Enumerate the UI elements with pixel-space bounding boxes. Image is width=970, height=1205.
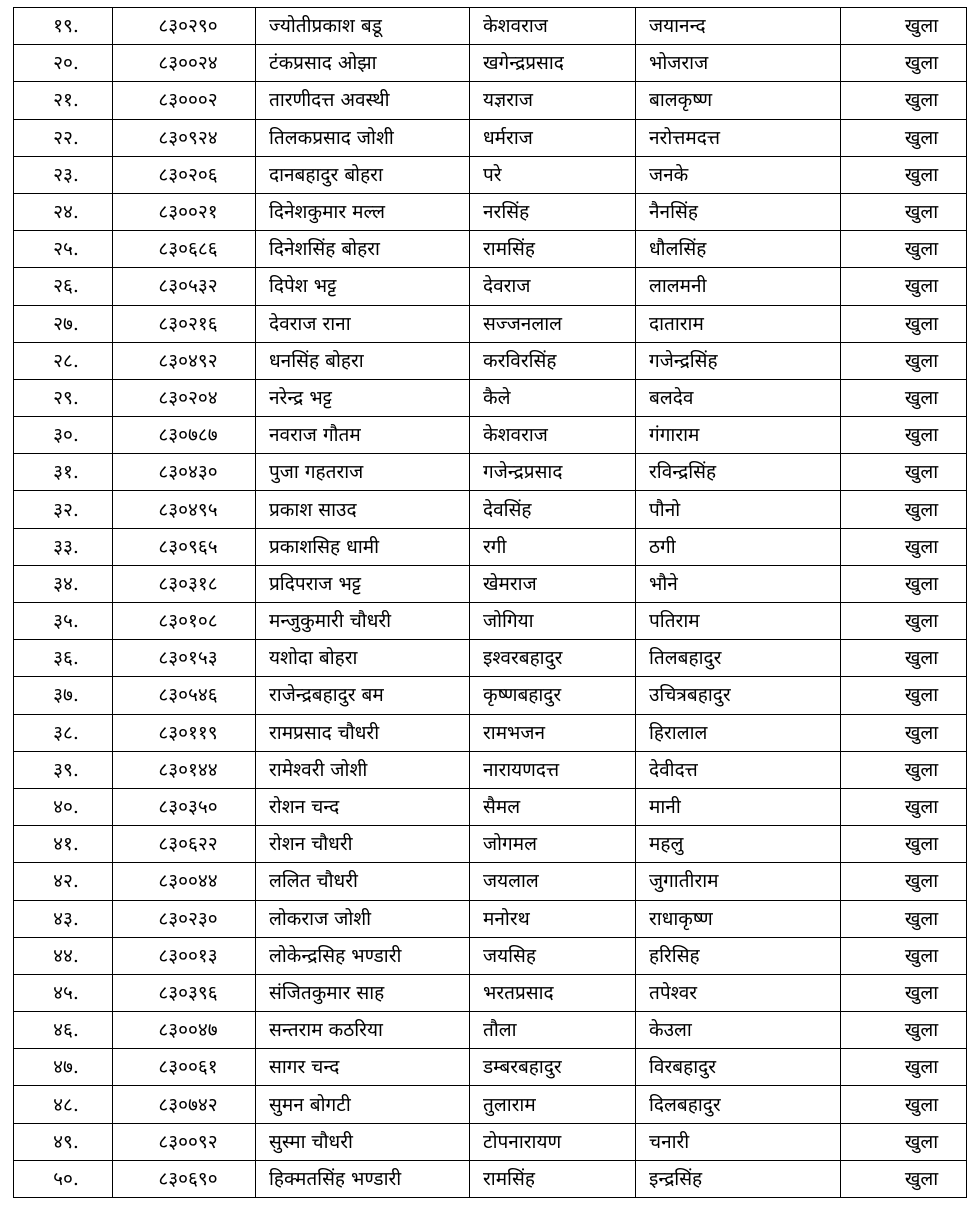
roll-number-cell: ८३०१०८ — [113, 603, 256, 640]
grandfather-name-cell: गंगाराम — [636, 417, 841, 454]
serial-number-cell: ४९. — [14, 1123, 113, 1160]
roll-number-cell: ८३०२३० — [113, 900, 256, 937]
table-row — [14, 640, 967, 677]
table-row — [14, 677, 967, 714]
father-name-cell: नारायणदत्त — [470, 751, 636, 788]
candidate-name-cell: नरेन्द्र भट्ट — [256, 379, 470, 416]
grandfather-name-cell: जयानन्द — [636, 8, 841, 45]
serial-number-cell: ४७. — [14, 1049, 113, 1086]
father-name-cell: कृष्णबहादुर — [470, 677, 636, 714]
candidate-name-cell: तारणीदत्त अवस्थी — [256, 82, 470, 119]
roll-number-cell: ८३०२९० — [113, 8, 256, 45]
table-row — [14, 1123, 967, 1160]
roll-number-cell: ८३०४३० — [113, 454, 256, 491]
father-name-cell: खगेन्द्रप्रसाद — [470, 45, 636, 82]
category-cell: खुला — [841, 1049, 967, 1086]
category-cell: खुला — [841, 1012, 967, 1049]
candidate-name-cell: लोकराज जोशी — [256, 900, 470, 937]
serial-number-cell: २७. — [14, 305, 113, 342]
table-row — [14, 193, 967, 230]
candidate-name-cell: राजेन्द्रबहादुर बम — [256, 677, 470, 714]
table-row — [14, 417, 967, 454]
category-cell: खुला — [841, 565, 967, 602]
category-cell: खुला — [841, 491, 967, 528]
category-cell: खुला — [841, 45, 967, 82]
grandfather-name-cell: नरोत्तमदत्त — [636, 119, 841, 156]
table-row — [14, 565, 967, 602]
table-row — [14, 603, 967, 640]
father-name-cell: इश्वरबहादुर — [470, 640, 636, 677]
category-cell: खुला — [841, 714, 967, 751]
father-name-cell: भरतप्रसाद — [470, 974, 636, 1011]
candidate-name-cell: पुजा गहतराज — [256, 454, 470, 491]
candidate-name-cell: संजितकुमार साह — [256, 974, 470, 1011]
roll-number-cell: ८३००१३ — [113, 937, 256, 974]
roll-number-cell: ८३०३१८ — [113, 565, 256, 602]
roll-number-cell: ८३०७४२ — [113, 1086, 256, 1123]
results-table-body — [14, 8, 967, 1198]
candidate-name-cell: हिक्मतसिंह भण्डारी — [256, 1160, 470, 1197]
grandfather-name-cell: गजेन्द्रसिंह — [636, 342, 841, 379]
candidate-name-cell: मन्जुकुमारी चौधरी — [256, 603, 470, 640]
category-cell: खुला — [841, 528, 967, 565]
father-name-cell: मनोरथ — [470, 900, 636, 937]
candidate-name-cell: सुस्मा चौधरी — [256, 1123, 470, 1160]
roll-number-cell: ८३०१४४ — [113, 751, 256, 788]
roll-number-cell: ८३०३९६ — [113, 974, 256, 1011]
serial-number-cell: २९. — [14, 379, 113, 416]
serial-number-cell: ४८. — [14, 1086, 113, 1123]
candidate-name-cell: यशोदा बोहरा — [256, 640, 470, 677]
serial-number-cell: २१. — [14, 82, 113, 119]
father-name-cell: जोगिया — [470, 603, 636, 640]
table-row — [14, 45, 967, 82]
roll-number-cell: ८३००४७ — [113, 1012, 256, 1049]
father-name-cell: गजेन्द्रप्रसाद — [470, 454, 636, 491]
roll-number-cell: ८३०५३२ — [113, 268, 256, 305]
category-cell: खुला — [841, 640, 967, 677]
table-row — [14, 379, 967, 416]
serial-number-cell: ३५. — [14, 603, 113, 640]
father-name-cell: रामसिंह — [470, 231, 636, 268]
serial-number-cell: १९. — [14, 8, 113, 45]
father-name-cell: जयसिह — [470, 937, 636, 974]
roll-number-cell: ८३०७८७ — [113, 417, 256, 454]
candidate-name-cell: ललित चौधरी — [256, 863, 470, 900]
serial-number-cell: ४०. — [14, 788, 113, 825]
category-cell: खुला — [841, 342, 967, 379]
roll-number-cell: ८३००९२ — [113, 1123, 256, 1160]
father-name-cell: खेमराज — [470, 565, 636, 602]
grandfather-name-cell: चनारी — [636, 1123, 841, 1160]
table-row — [14, 8, 967, 45]
table-row — [14, 342, 967, 379]
candidate-name-cell: प्रकाशसिह धामी — [256, 528, 470, 565]
roll-number-cell: ८३०६२२ — [113, 826, 256, 863]
candidate-name-cell: लोकेन्द्रसिह भण्डारी — [256, 937, 470, 974]
serial-number-cell: २४. — [14, 193, 113, 230]
grandfather-name-cell: पतिराम — [636, 603, 841, 640]
father-name-cell: सैमल — [470, 788, 636, 825]
table-row — [14, 751, 967, 788]
serial-number-cell: २२. — [14, 119, 113, 156]
table-row — [14, 714, 967, 751]
category-cell: खुला — [841, 1160, 967, 1197]
father-name-cell: टोपनारायण — [470, 1123, 636, 1160]
table-row — [14, 826, 967, 863]
roll-number-cell: ८३०१५३ — [113, 640, 256, 677]
results-table — [13, 7, 967, 1198]
father-name-cell: तौला — [470, 1012, 636, 1049]
grandfather-name-cell: भौने — [636, 565, 841, 602]
serial-number-cell: २०. — [14, 45, 113, 82]
father-name-cell: केशवराज — [470, 417, 636, 454]
table-row — [14, 1012, 967, 1049]
table-row — [14, 454, 967, 491]
candidate-name-cell: टंकप्रसाद ओझा — [256, 45, 470, 82]
roll-number-cell: ८३०९२४ — [113, 119, 256, 156]
serial-number-cell: ४६. — [14, 1012, 113, 1049]
grandfather-name-cell: राधाकृष्ण — [636, 900, 841, 937]
category-cell: खुला — [841, 454, 967, 491]
grandfather-name-cell: विरबहादुर — [636, 1049, 841, 1086]
grandfather-name-cell: नैनसिंह — [636, 193, 841, 230]
table-row — [14, 528, 967, 565]
table-row — [14, 156, 967, 193]
roll-number-cell: ८३०६९० — [113, 1160, 256, 1197]
candidate-name-cell: दिनेशसिंह बोहरा — [256, 231, 470, 268]
grandfather-name-cell: तिलबहादुर — [636, 640, 841, 677]
father-name-cell: नरसिंह — [470, 193, 636, 230]
candidate-name-cell: दिनेशकुमार मल्ल — [256, 193, 470, 230]
candidate-name-cell: नवराज गौतम — [256, 417, 470, 454]
grandfather-name-cell: बालकृष्ण — [636, 82, 841, 119]
candidate-name-cell: दिपेश भट्ट — [256, 268, 470, 305]
father-name-cell: रामसिंह — [470, 1160, 636, 1197]
candidate-name-cell: सागर चन्द — [256, 1049, 470, 1086]
roll-number-cell: ८३०५४६ — [113, 677, 256, 714]
roll-number-cell: ८३००२१ — [113, 193, 256, 230]
father-name-cell: देवसिंह — [470, 491, 636, 528]
category-cell: खुला — [841, 8, 967, 45]
grandfather-name-cell: हिरालाल — [636, 714, 841, 751]
category-cell: खुला — [841, 677, 967, 714]
roll-number-cell: ८३०४९५ — [113, 491, 256, 528]
grandfather-name-cell: ठगी — [636, 528, 841, 565]
category-cell: खुला — [841, 863, 967, 900]
candidate-name-cell: प्रदिपराज भट्ट — [256, 565, 470, 602]
serial-number-cell: २३. — [14, 156, 113, 193]
grandfather-name-cell: दाताराम — [636, 305, 841, 342]
serial-number-cell: ४४. — [14, 937, 113, 974]
grandfather-name-cell: मानी — [636, 788, 841, 825]
table-row — [14, 1086, 967, 1123]
category-cell: खुला — [841, 1123, 967, 1160]
serial-number-cell: ३८. — [14, 714, 113, 751]
category-cell: खुला — [841, 82, 967, 119]
father-name-cell: रगी — [470, 528, 636, 565]
serial-number-cell: ३१. — [14, 454, 113, 491]
candidate-name-cell: रामप्रसाद चौधरी — [256, 714, 470, 751]
serial-number-cell: २८. — [14, 342, 113, 379]
father-name-cell: धर्मराज — [470, 119, 636, 156]
roll-number-cell: ८३०९६५ — [113, 528, 256, 565]
serial-number-cell: ४५. — [14, 974, 113, 1011]
serial-number-cell: ३४. — [14, 565, 113, 602]
candidate-name-cell: सन्तराम कठरिया — [256, 1012, 470, 1049]
father-name-cell: कैले — [470, 379, 636, 416]
table-row — [14, 119, 967, 156]
serial-number-cell: ३०. — [14, 417, 113, 454]
table-row — [14, 974, 967, 1011]
candidate-name-cell: सुमन बोगटी — [256, 1086, 470, 1123]
candidate-name-cell: ज्योतीप्रकाश बडू — [256, 8, 470, 45]
grandfather-name-cell: केउला — [636, 1012, 841, 1049]
category-cell: खुला — [841, 417, 967, 454]
category-cell: खुला — [841, 751, 967, 788]
table-row — [14, 788, 967, 825]
table-row — [14, 82, 967, 119]
table-row — [14, 863, 967, 900]
serial-number-cell: ४१. — [14, 826, 113, 863]
grandfather-name-cell: उचित्रबहादुर — [636, 677, 841, 714]
candidate-name-cell: दानबहादुर बोहरा — [256, 156, 470, 193]
grandfather-name-cell: रविन्द्रसिंह — [636, 454, 841, 491]
roll-number-cell: ८३००२४ — [113, 45, 256, 82]
table-row — [14, 900, 967, 937]
father-name-cell: यज्ञराज — [470, 82, 636, 119]
table-row — [14, 937, 967, 974]
candidate-name-cell: रोशन चौधरी — [256, 826, 470, 863]
category-cell: खुला — [841, 156, 967, 193]
table-row — [14, 1049, 967, 1086]
father-name-cell: सज्जनलाल — [470, 305, 636, 342]
serial-number-cell: ३६. — [14, 640, 113, 677]
grandfather-name-cell: लालमनी — [636, 268, 841, 305]
father-name-cell: देवराज — [470, 268, 636, 305]
category-cell: खुला — [841, 1086, 967, 1123]
father-name-cell: परे — [470, 156, 636, 193]
serial-number-cell: ४२. — [14, 863, 113, 900]
father-name-cell: जयलाल — [470, 863, 636, 900]
category-cell: खुला — [841, 305, 967, 342]
category-cell: खुला — [841, 826, 967, 863]
grandfather-name-cell: तपेश्वर — [636, 974, 841, 1011]
serial-number-cell: ४३. — [14, 900, 113, 937]
candidate-name-cell: तिलकप्रसाद जोशी — [256, 119, 470, 156]
grandfather-name-cell: जनके — [636, 156, 841, 193]
father-name-cell: जोगमल — [470, 826, 636, 863]
grandfather-name-cell: बलदेव — [636, 379, 841, 416]
table-row — [14, 305, 967, 342]
roll-number-cell: ८३०६८६ — [113, 231, 256, 268]
father-name-cell: रामभजन — [470, 714, 636, 751]
roll-number-cell: ८३००६१ — [113, 1049, 256, 1086]
roll-number-cell: ८३०२१६ — [113, 305, 256, 342]
candidate-name-cell: देवराज राना — [256, 305, 470, 342]
grandfather-name-cell: महलु — [636, 826, 841, 863]
category-cell: खुला — [841, 231, 967, 268]
table-row — [14, 268, 967, 305]
grandfather-name-cell: जुगातीराम — [636, 863, 841, 900]
serial-number-cell: ३९. — [14, 751, 113, 788]
serial-number-cell: २५. — [14, 231, 113, 268]
table-row — [14, 491, 967, 528]
candidate-name-cell: धनसिंह बोहरा — [256, 342, 470, 379]
category-cell: खुला — [841, 268, 967, 305]
serial-number-cell: ५०. — [14, 1160, 113, 1197]
candidate-name-cell: रामेश्वरी जोशी — [256, 751, 470, 788]
candidate-name-cell: प्रकाश साउद — [256, 491, 470, 528]
category-cell: खुला — [841, 900, 967, 937]
category-cell: खुला — [841, 974, 967, 1011]
serial-number-cell: २६. — [14, 268, 113, 305]
grandfather-name-cell: इन्द्रसिंह — [636, 1160, 841, 1197]
category-cell: खुला — [841, 379, 967, 416]
table-row — [14, 1160, 967, 1197]
roll-number-cell: ८३०११९ — [113, 714, 256, 751]
grandfather-name-cell: देवीदत्त — [636, 751, 841, 788]
grandfather-name-cell: हरिसिह — [636, 937, 841, 974]
serial-number-cell: ३३. — [14, 528, 113, 565]
father-name-cell: डम्बरबहादुर — [470, 1049, 636, 1086]
roll-number-cell: ८३०२०४ — [113, 379, 256, 416]
roll-number-cell: ८३०२०६ — [113, 156, 256, 193]
grandfather-name-cell: दिलबहादुर — [636, 1086, 841, 1123]
category-cell: खुला — [841, 937, 967, 974]
serial-number-cell: ३७. — [14, 677, 113, 714]
category-cell: खुला — [841, 119, 967, 156]
roll-number-cell: ८३०४९२ — [113, 342, 256, 379]
roll-number-cell: ८३०००२ — [113, 82, 256, 119]
table-row — [14, 231, 967, 268]
father-name-cell: तुलाराम — [470, 1086, 636, 1123]
candidate-name-cell: रोशन चन्द — [256, 788, 470, 825]
father-name-cell: करविरसिंह — [470, 342, 636, 379]
category-cell: खुला — [841, 788, 967, 825]
roll-number-cell: ८३००४४ — [113, 863, 256, 900]
category-cell: खुला — [841, 193, 967, 230]
grandfather-name-cell: पौनो — [636, 491, 841, 528]
serial-number-cell: ३२. — [14, 491, 113, 528]
roll-number-cell: ८३०३५० — [113, 788, 256, 825]
father-name-cell: केशवराज — [470, 8, 636, 45]
grandfather-name-cell: धौलसिंह — [636, 231, 841, 268]
category-cell: खुला — [841, 603, 967, 640]
grandfather-name-cell: भोजराज — [636, 45, 841, 82]
